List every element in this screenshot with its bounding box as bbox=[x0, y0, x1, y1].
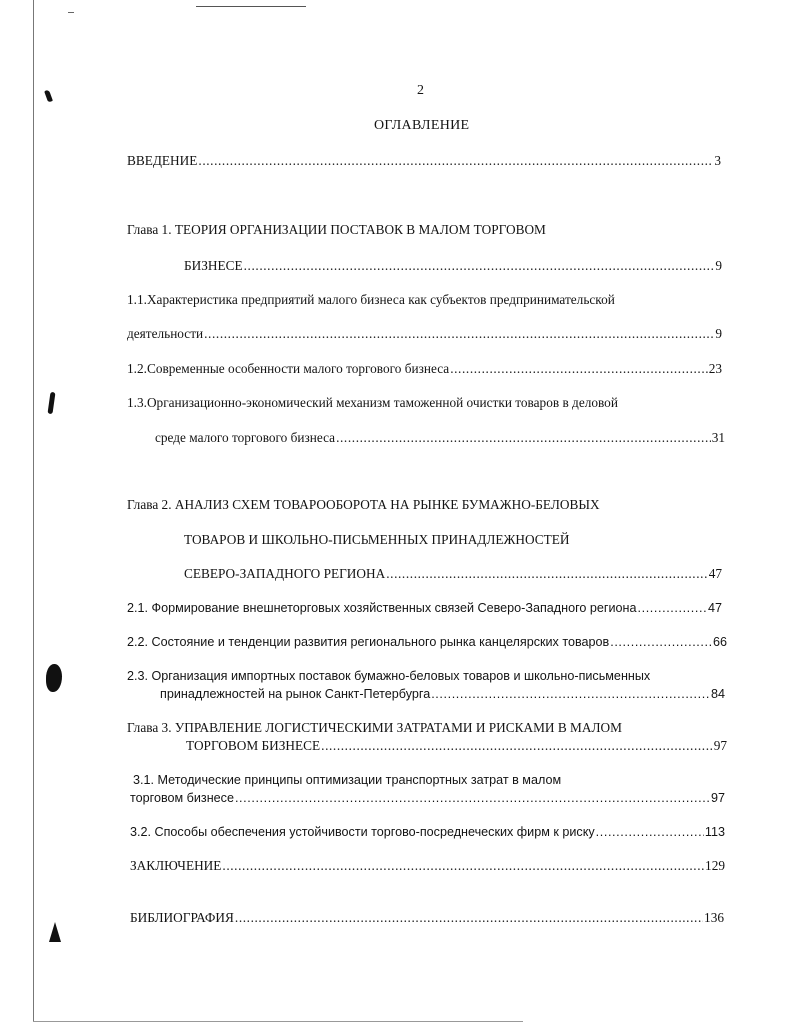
toc-entry-bibliography bbox=[130, 909, 724, 927]
scan-page-edge-bottom bbox=[33, 1021, 523, 1022]
toc-page-number: 84 bbox=[710, 687, 725, 701]
toc-section-1-1 bbox=[127, 325, 722, 343]
toc-section-1-1-heading: 1.1.Характеристика предприятий малого бизнеса как субъектов предпринимательской bbox=[127, 292, 615, 307]
leader-dots bbox=[235, 909, 703, 927]
leader-dots bbox=[244, 257, 715, 275]
toc-section-3-1 bbox=[130, 789, 725, 807]
scan-hole-mark bbox=[49, 922, 61, 942]
toc-entry-text: БИЗНЕСЕ bbox=[184, 258, 243, 273]
scan-hole-mark bbox=[44, 90, 53, 103]
toc-entry-text: 2.2. Состояние и тенденции развития регионального рынка канцелярских товаров bbox=[127, 635, 610, 649]
toc-section-3-2 bbox=[130, 823, 725, 841]
toc-entry-text: торговом бизнесе bbox=[130, 791, 234, 805]
toc-section-2-2 bbox=[127, 633, 727, 651]
leader-dots bbox=[596, 823, 704, 841]
toc-section-2-3-heading: 2.3. Организация импортных поставок бумажно-беловых товаров и школьно-письменных bbox=[127, 669, 651, 683]
leader-dots bbox=[336, 429, 711, 447]
toc-section-1-3-heading: 1.3.Организационно-экономический механизм таможенной очистки товаров в деловой bbox=[127, 395, 618, 410]
leader-dots bbox=[610, 633, 712, 651]
leader-dots bbox=[321, 737, 713, 755]
toc-entry-text: ТОРГОВОМ БИЗНЕСЕ bbox=[186, 738, 321, 753]
toc-section-3-1-heading: 3.1. Методические принципы оптимизации транспортных затрат в малом bbox=[133, 773, 562, 787]
toc-page-number: 9 bbox=[715, 258, 722, 273]
toc-entry-text: 2.1. Формирование внешнеторговых хозяйственных связей Северо-Западного региона bbox=[127, 601, 637, 615]
toc-chapter-3 bbox=[186, 737, 727, 755]
toc-entry-text: СЕВЕРО-ЗАПАДНОГО РЕГИОНА bbox=[184, 566, 386, 581]
toc-page-number: 136 bbox=[704, 910, 724, 925]
toc-entry-text: принадлежностей на рынок Санкт-Петербурга bbox=[160, 687, 431, 701]
scan-hole-mark bbox=[47, 392, 55, 414]
leader-dots bbox=[204, 325, 714, 343]
toc-section-1-3 bbox=[155, 429, 725, 447]
toc-chapter-2-heading: Глава 2. АНАЛИЗ СХЕМ ТОВАРООБОРОТА НА РЫНКЕ БУМАЖНО-БЕЛОВЫХ bbox=[127, 497, 600, 512]
leader-dots bbox=[386, 565, 707, 583]
toc-chapter-2-heading-cont: ТОВАРОВ И ШКОЛЬНО-ПИСЬМЕННЫХ ПРИНАДЛЕЖНОСТЕЙ bbox=[184, 532, 570, 547]
toc-page-number: 23 bbox=[708, 361, 722, 376]
leader-dots bbox=[638, 599, 707, 617]
toc-section-2-3 bbox=[160, 685, 725, 703]
scan-artifact-line bbox=[196, 6, 306, 7]
toc-page-number: 129 bbox=[705, 858, 725, 873]
toc-page-number: 9 bbox=[715, 326, 722, 341]
page-number: 2 bbox=[417, 83, 424, 98]
toc-entry-text: БИБЛИОГРАФИЯ bbox=[130, 910, 234, 925]
scan-hole-mark bbox=[46, 664, 62, 692]
toc-chapter-1-heading: Глава 1. ТЕОРИЯ ОРГАНИЗАЦИИ ПОСТАВОК В МАЛОМ ТОРГОВОМ bbox=[127, 222, 546, 237]
leader-dots bbox=[450, 360, 708, 378]
toc-page-number: 31 bbox=[711, 430, 725, 445]
scan-page-edge bbox=[33, 0, 34, 1022]
toc-page-number: 66 bbox=[712, 635, 727, 649]
toc-section-1-2 bbox=[127, 360, 722, 378]
leader-dots bbox=[431, 685, 710, 703]
toc-entry-text: среде малого торгового бизнеса bbox=[155, 430, 336, 445]
toc-page-number: 47 bbox=[707, 601, 722, 615]
toc-chapter-1 bbox=[184, 257, 722, 275]
toc-entry-conclusion bbox=[130, 857, 725, 875]
toc-entry-text: 3.2. Способы обеспечения устойчивости торгово-посреднеческих фирм к риску bbox=[130, 825, 595, 839]
toc-entry-text: ЗАКЛЮЧЕНИЕ bbox=[130, 858, 222, 873]
leader-dots bbox=[222, 857, 704, 875]
toc-section-2-1 bbox=[127, 599, 722, 617]
toc-page-number: 47 bbox=[708, 566, 722, 581]
toc-page-number: 97 bbox=[710, 791, 725, 805]
toc-entry-text: ВВЕДЕНИЕ bbox=[127, 153, 198, 168]
toc-chapter-3-heading: Глава 3. УПРАВЛЕНИЕ ЛОГИСТИЧЕСКИМИ ЗАТРАТАМИ И РИСКАМИ В МАЛОМ bbox=[127, 720, 622, 735]
leader-dots bbox=[235, 789, 710, 807]
toc-entry-text: 1.2.Современные особенности малого торгового бизнеса bbox=[127, 361, 450, 376]
toc-chapter-2 bbox=[184, 565, 722, 583]
toc-page-number: 97 bbox=[713, 738, 727, 753]
page-title: ОГЛАВЛЕНИЕ bbox=[374, 118, 470, 133]
leader-dots bbox=[198, 152, 713, 170]
toc-entry-intro bbox=[127, 152, 721, 170]
toc-page-number: 113 bbox=[704, 825, 725, 839]
scan-artifact-dash bbox=[68, 12, 74, 13]
toc-entry-text: деятельности bbox=[127, 326, 204, 341]
toc-page-number: 3 bbox=[714, 153, 721, 168]
